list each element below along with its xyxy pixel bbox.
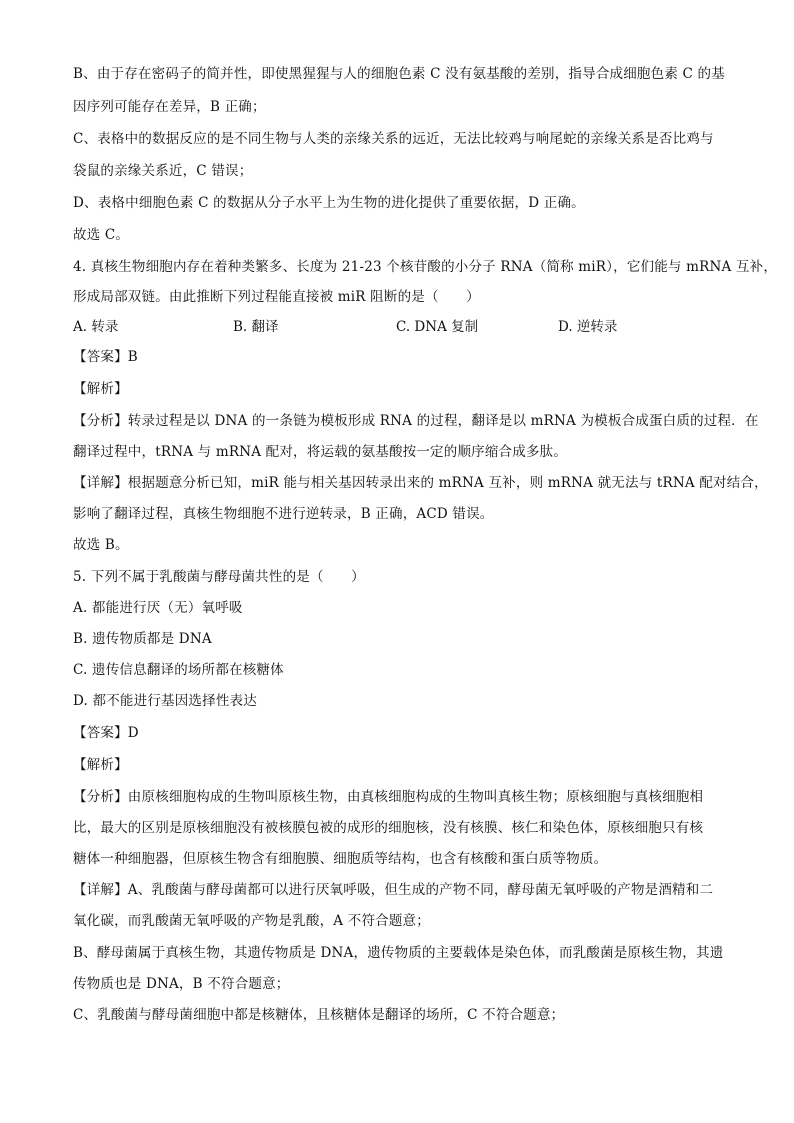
text-line: 翻译过程中，tRNA 与 mRNA 配对，将运载的氨基酸按一定的顺序缩合成多肽。: [73, 444, 568, 460]
text-line: 【详解】根据题意分析已知，miR 能与相关基因转录出来的 mRNA 互补，则 mRNA 就无法与 tRNA 配对结合，: [73, 475, 768, 491]
q5-answer: 【答案】D: [73, 725, 139, 741]
q4-option-a: A. 转录: [73, 319, 119, 335]
text-line: 故选 B。: [73, 537, 129, 553]
q5-option-c: C. 遗传信息翻译的场所都在核糖体: [73, 662, 284, 678]
q5-option-a: A. 都能进行厌（无）氧呼吸: [73, 600, 243, 616]
q5-option-b: B. 遗传物质都是 DNA: [73, 631, 212, 647]
q5-analysis-heading: 【解析】: [73, 757, 128, 773]
text-line: B、由于存在密码子的简并性，即使黑猩猩与人的细胞色素 C 没有氨基酸的差别，指导合成细胞色素 C 的基: [73, 66, 725, 82]
question-5-stem: 5. 下列不属于乳酸菌与酵母菌共性的是（ ）: [73, 569, 365, 585]
text-line: 袋鼠的亲缘关系近，C 错误；: [73, 163, 253, 179]
text-line: 【分析】转录过程是以 DNA 的一条链为模板形成 RNA 的过程，翻译是以 mRNA 为模板合成蛋白质的过程．在: [73, 413, 759, 429]
text-line: C、乳酸菌与酵母菌细胞中都是核糖体，且核糖体是翻译的场所，C 不符合题意；: [73, 1007, 565, 1023]
text-line: 【分析】由原核细胞构成的生物叫原核生物，由真核细胞构成的生物叫真核生物；原核细胞与真核细胞相: [73, 789, 704, 805]
text-line: 故选 C。: [73, 227, 130, 243]
q4-option-d: D. 逆转录: [558, 319, 618, 335]
text-line: 传物质也是 DNA，B 不符合题意；: [73, 976, 290, 992]
text-line: 糖体一种细胞器，但原核生物含有细胞膜、细胞质等结构，也含有核酸和蛋白质等物质。: [73, 851, 608, 867]
text-line: 比，最大的区别是原核细胞没有被核膜包被的成形的细胞核，没有核膜、核仁和染色体，原核细胞只有核: [73, 820, 704, 836]
q4-option-c: C. DNA 复制: [396, 319, 479, 335]
q4-analysis-heading: 【解析】: [73, 381, 128, 397]
text-line: 氧化碳，而乳酸菌无氧呼吸的产物是乳酸，A 不符合题意；: [73, 913, 430, 929]
q5-option-d: D. 都不能进行基因选择性表达: [73, 693, 257, 709]
text-line: D、表格中细胞色素 C 的数据从分子水平上为生物的进化提供了重要依据，D 正确。: [73, 195, 585, 211]
q4-answer: 【答案】B: [73, 349, 138, 365]
text-line: 因序列可能存在差异，B 正确；: [73, 99, 266, 115]
text-line: 【详解】A、乳酸菌与酵母菌都可以进行厌氧呼吸，但生成的产物不同，酵母菌无氧呼吸的产物是酒精和二: [73, 882, 714, 898]
text-line: B、酵母菌属于真核生物，其遗传物质是 DNA，遗传物质的主要载体是染色体，而乳酸菌是原核生物，其遗: [73, 945, 724, 961]
text-line: C、表格中的数据反应的是不同生物与人类的亲缘关系的远近，无法比较鸡与响尾蛇的亲缘关系是否比鸡与: [73, 131, 714, 147]
question-4-stem-cont: 形成局部双链。由此推断下列过程能直接被 miR 阻断的是（ ）: [73, 289, 480, 305]
q4-option-b: B. 翻译: [233, 319, 279, 335]
question-4-stem: 4. 真核生物细胞内存在着种类繁多、长度为 21-23 个核苷酸的小分子 RNA（简称 miR），它们能与 mRNA 互补，: [73, 259, 778, 275]
text-line: 影响了翻译过程，真核生物细胞不进行逆转录，B 正确，ACD 错误。: [73, 506, 494, 522]
